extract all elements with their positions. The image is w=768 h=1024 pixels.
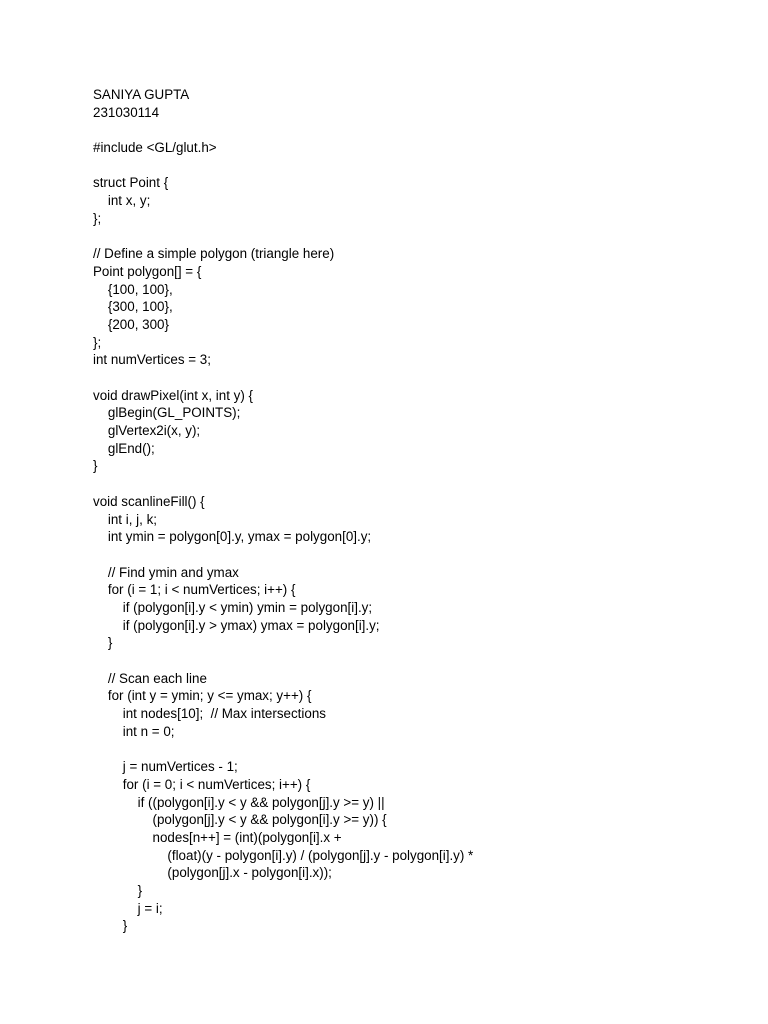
code-line: (float)(y - polygon[i].y) / (polygon[j].y - polygon[i].y) * (93, 847, 474, 863)
code-line: } (93, 458, 98, 474)
author-id: 231030114 (93, 104, 160, 120)
code-line: } (93, 882, 143, 898)
code-line: } (93, 635, 113, 651)
code-line: for (i = 0; i < numVertices; i++) { (93, 776, 311, 792)
code-line: // Scan each line (93, 670, 207, 686)
code-block (93, 139, 733, 935)
code-line: j = numVertices - 1; (93, 759, 238, 775)
code-line: // Define a simple polygon (triangle here) (93, 246, 335, 262)
code-line: } (93, 918, 128, 934)
code-line: for (i = 1; i < numVertices; i++) { (93, 582, 296, 598)
code-line: int n = 0; (93, 723, 175, 739)
code-line: {200, 300} (93, 316, 169, 332)
code-line (93, 546, 733, 564)
code-line: Point polygon[] = { (93, 263, 202, 279)
code-line (93, 369, 733, 387)
code-line: if (polygon[i].y < ymin) ymin = polygon[i].y; (93, 599, 373, 615)
code-line (93, 740, 733, 758)
code-line: }; (93, 334, 102, 350)
code-line: if ((polygon[i].y < y && polygon[j].y >= y) || (93, 794, 385, 810)
code-line: int i, j, k; (93, 511, 157, 527)
code-line: for (int y = ymin; y <= ymax; y++) { (93, 688, 312, 704)
author-name: SANIYA GUPTA (93, 87, 190, 102)
code-line: glEnd(); (93, 440, 155, 456)
code-line: #include <GL/glut.h> (93, 140, 217, 156)
code-line: (polygon[j].y < y && polygon[i].y >= y)) { (93, 812, 387, 828)
code-line: {300, 100}, (93, 299, 173, 315)
code-line: if (polygon[i].y > ymax) ymax = polygon[i].y; (93, 617, 380, 633)
code-line: void drawPixel(int x, int y) { (93, 387, 254, 403)
spacer (93, 121, 733, 139)
code-line: void scanlineFill() { (93, 493, 205, 509)
code-line: nodes[n++] = (int)(polygon[i].x + (93, 829, 342, 845)
code-line (93, 475, 733, 493)
code-line (93, 652, 733, 670)
code-line: int ymin = polygon[0].y, ymax = polygon[0].y; (93, 529, 372, 545)
code-line: {100, 100}, (93, 281, 173, 297)
code-line: struct Point { (93, 175, 169, 191)
code-line (93, 228, 733, 246)
code-line: j = i; (93, 900, 163, 916)
document-body (93, 86, 733, 935)
code-line: int numVertices = 3; (93, 352, 211, 368)
code-line: // Find ymin and ymax (93, 564, 239, 580)
code-line (93, 157, 733, 175)
code-line: (polygon[j].x - polygon[i].x)); (93, 865, 332, 881)
code-line: glVertex2i(x, y); (93, 423, 201, 439)
code-line: int x, y; (93, 193, 151, 209)
code-line: glBegin(GL_POINTS); (93, 405, 241, 421)
code-line: }; (93, 210, 102, 226)
code-line: int nodes[10]; // Max intersections (93, 706, 326, 722)
